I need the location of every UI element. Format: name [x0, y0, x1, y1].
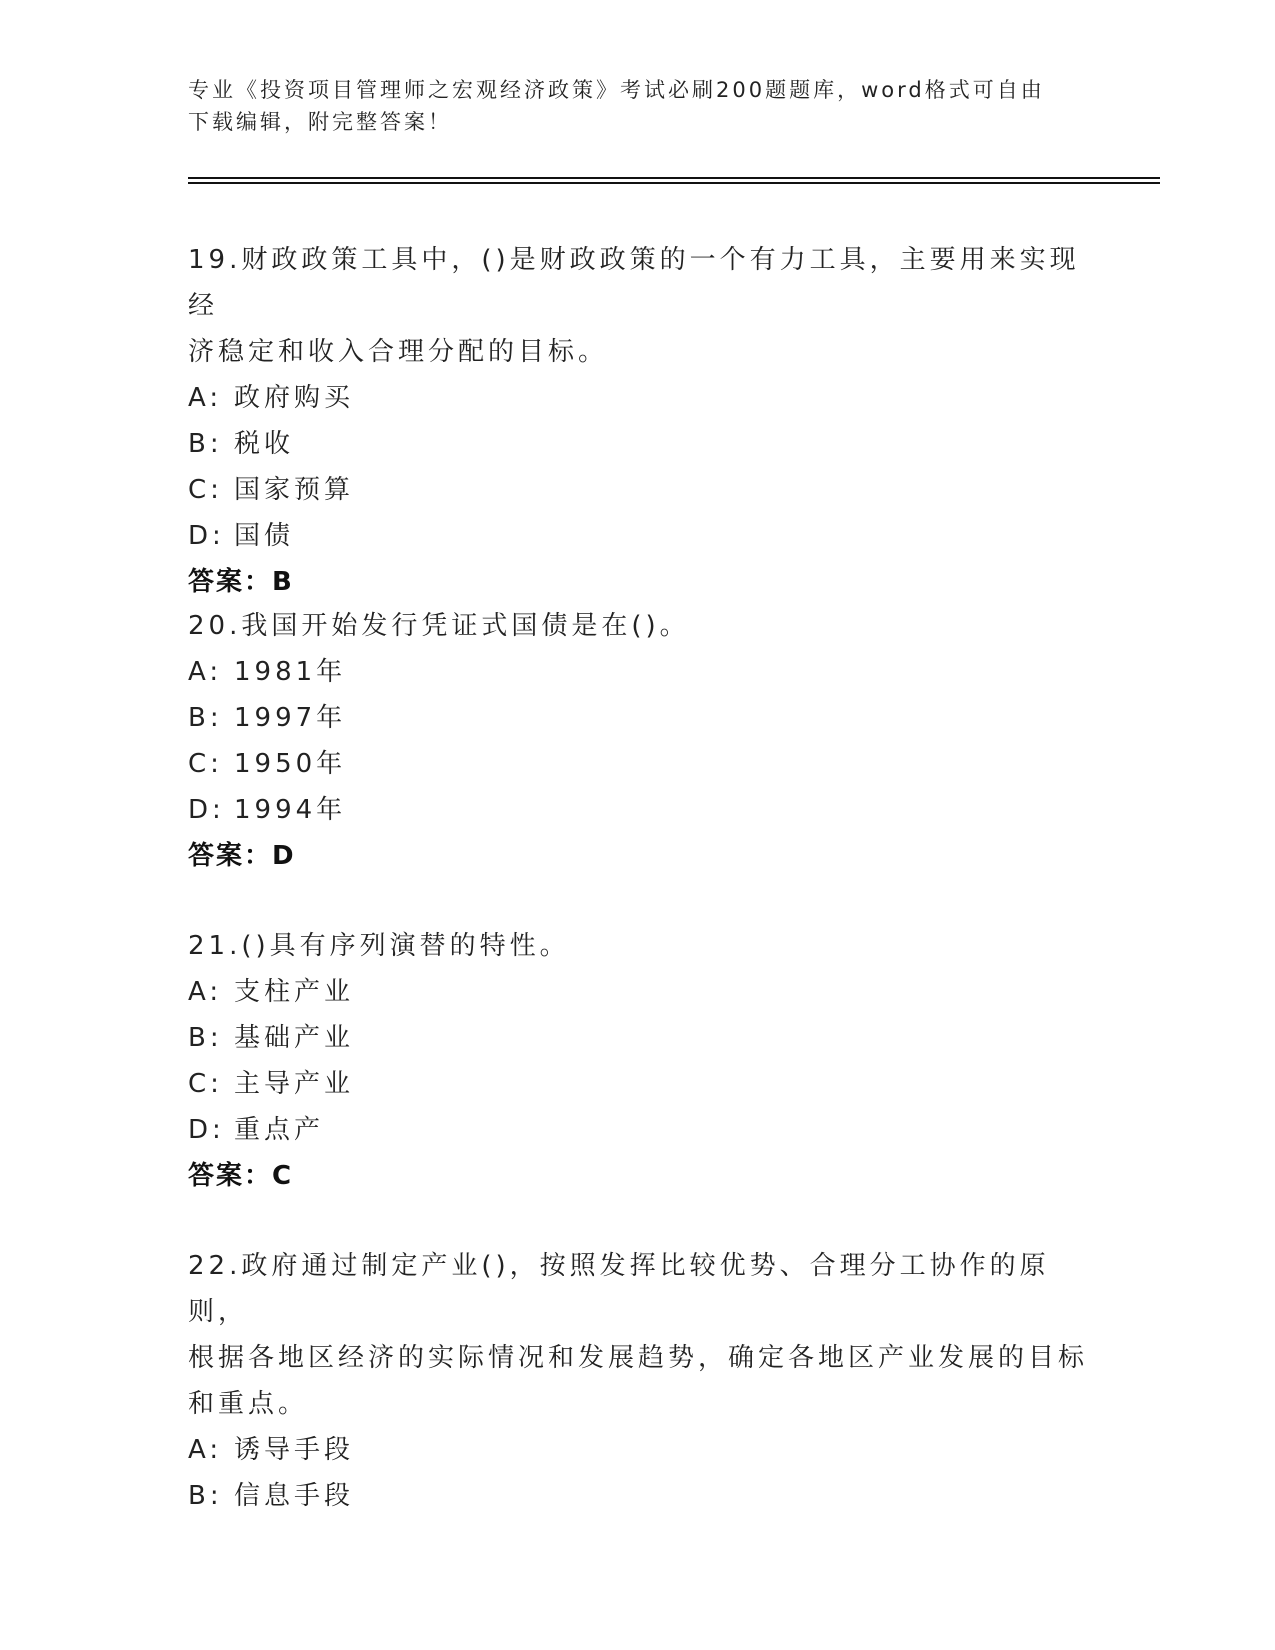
answer-label: 答案：D — [188, 841, 296, 871]
header-line-2: 下载编辑，附完整答案！ — [188, 110, 452, 134]
option-text: 信息手段 — [234, 1481, 355, 1511]
option-c — [188, 467, 1088, 513]
option-b — [188, 1015, 1088, 1061]
option-text: 国债 — [234, 521, 295, 551]
option-a — [188, 649, 1088, 695]
option-text: 国家预算 — [234, 475, 355, 505]
option-letter: B: — [188, 1481, 223, 1511]
option-text: 1981年 — [234, 657, 347, 687]
option-letter: A: — [188, 657, 223, 687]
option-letter: B: — [188, 429, 223, 459]
question-stem-line: 根据各地区经济的实际情况和发展趋势，确定各地区产业发展的目标 — [188, 1343, 1089, 1373]
option-text: 1994年 — [234, 795, 347, 825]
header-divider-bottom — [188, 182, 1160, 184]
option-b — [188, 695, 1088, 741]
option-letter: A: — [188, 977, 223, 1007]
document-header — [188, 74, 1078, 138]
option-letter: A: — [188, 383, 223, 413]
option-letter: C: — [188, 749, 223, 779]
question-20 — [188, 603, 1088, 879]
question-21 — [188, 923, 1088, 1199]
option-text: 1997年 — [234, 703, 347, 733]
option-text: 重点产 — [234, 1115, 325, 1145]
option-letter: D: — [188, 795, 225, 825]
option-b — [188, 421, 1088, 467]
option-letter: D: — [188, 521, 225, 551]
option-b — [188, 1473, 1088, 1519]
question-19 — [188, 237, 1088, 605]
option-c — [188, 741, 1088, 787]
option-a — [188, 1427, 1088, 1473]
answer-label: 答案：C — [188, 1161, 294, 1191]
option-d — [188, 513, 1088, 559]
option-d — [188, 1107, 1088, 1153]
option-text: 税收 — [234, 429, 295, 459]
question-stem-line: 22.政府通过制定产业()，按照发挥比较优势、合理分工协作的原则， — [188, 1251, 1050, 1327]
option-text: 支柱产业 — [234, 977, 355, 1007]
option-text: 主导产业 — [234, 1069, 355, 1099]
option-d — [188, 787, 1088, 833]
option-a — [188, 969, 1088, 1015]
option-text: 基础产业 — [234, 1023, 355, 1053]
question-stem-line: 20.我国开始发行凭证式国债是在()。 — [188, 611, 690, 641]
header-divider-top — [188, 177, 1160, 179]
option-letter: C: — [188, 475, 223, 505]
question-22 — [188, 1243, 1088, 1519]
question-stem-line: 19.财政政策工具中，()是财政政策的一个有力工具，主要用来实现经 — [188, 245, 1080, 321]
option-letter: B: — [188, 703, 223, 733]
option-text: 政府购买 — [234, 383, 355, 413]
question-stem-line: 21.()具有序列演替的特性。 — [188, 931, 570, 961]
header-line-1: 专业《投资项目管理师之宏观经济政策》考试必刷200题题库，word格式可自由 — [188, 78, 1045, 102]
answer-label: 答案：B — [188, 567, 294, 597]
question-stem-line: 济稳定和收入合理分配的目标。 — [188, 337, 609, 367]
option-letter: B: — [188, 1023, 223, 1053]
option-a — [188, 375, 1088, 421]
option-text: 诱导手段 — [234, 1435, 355, 1465]
option-letter: C: — [188, 1069, 223, 1099]
option-letter: D: — [188, 1115, 225, 1145]
option-text: 1950年 — [234, 749, 347, 779]
option-letter: A: — [188, 1435, 223, 1465]
question-stem-line: 和重点。 — [188, 1389, 309, 1419]
option-c — [188, 1061, 1088, 1107]
